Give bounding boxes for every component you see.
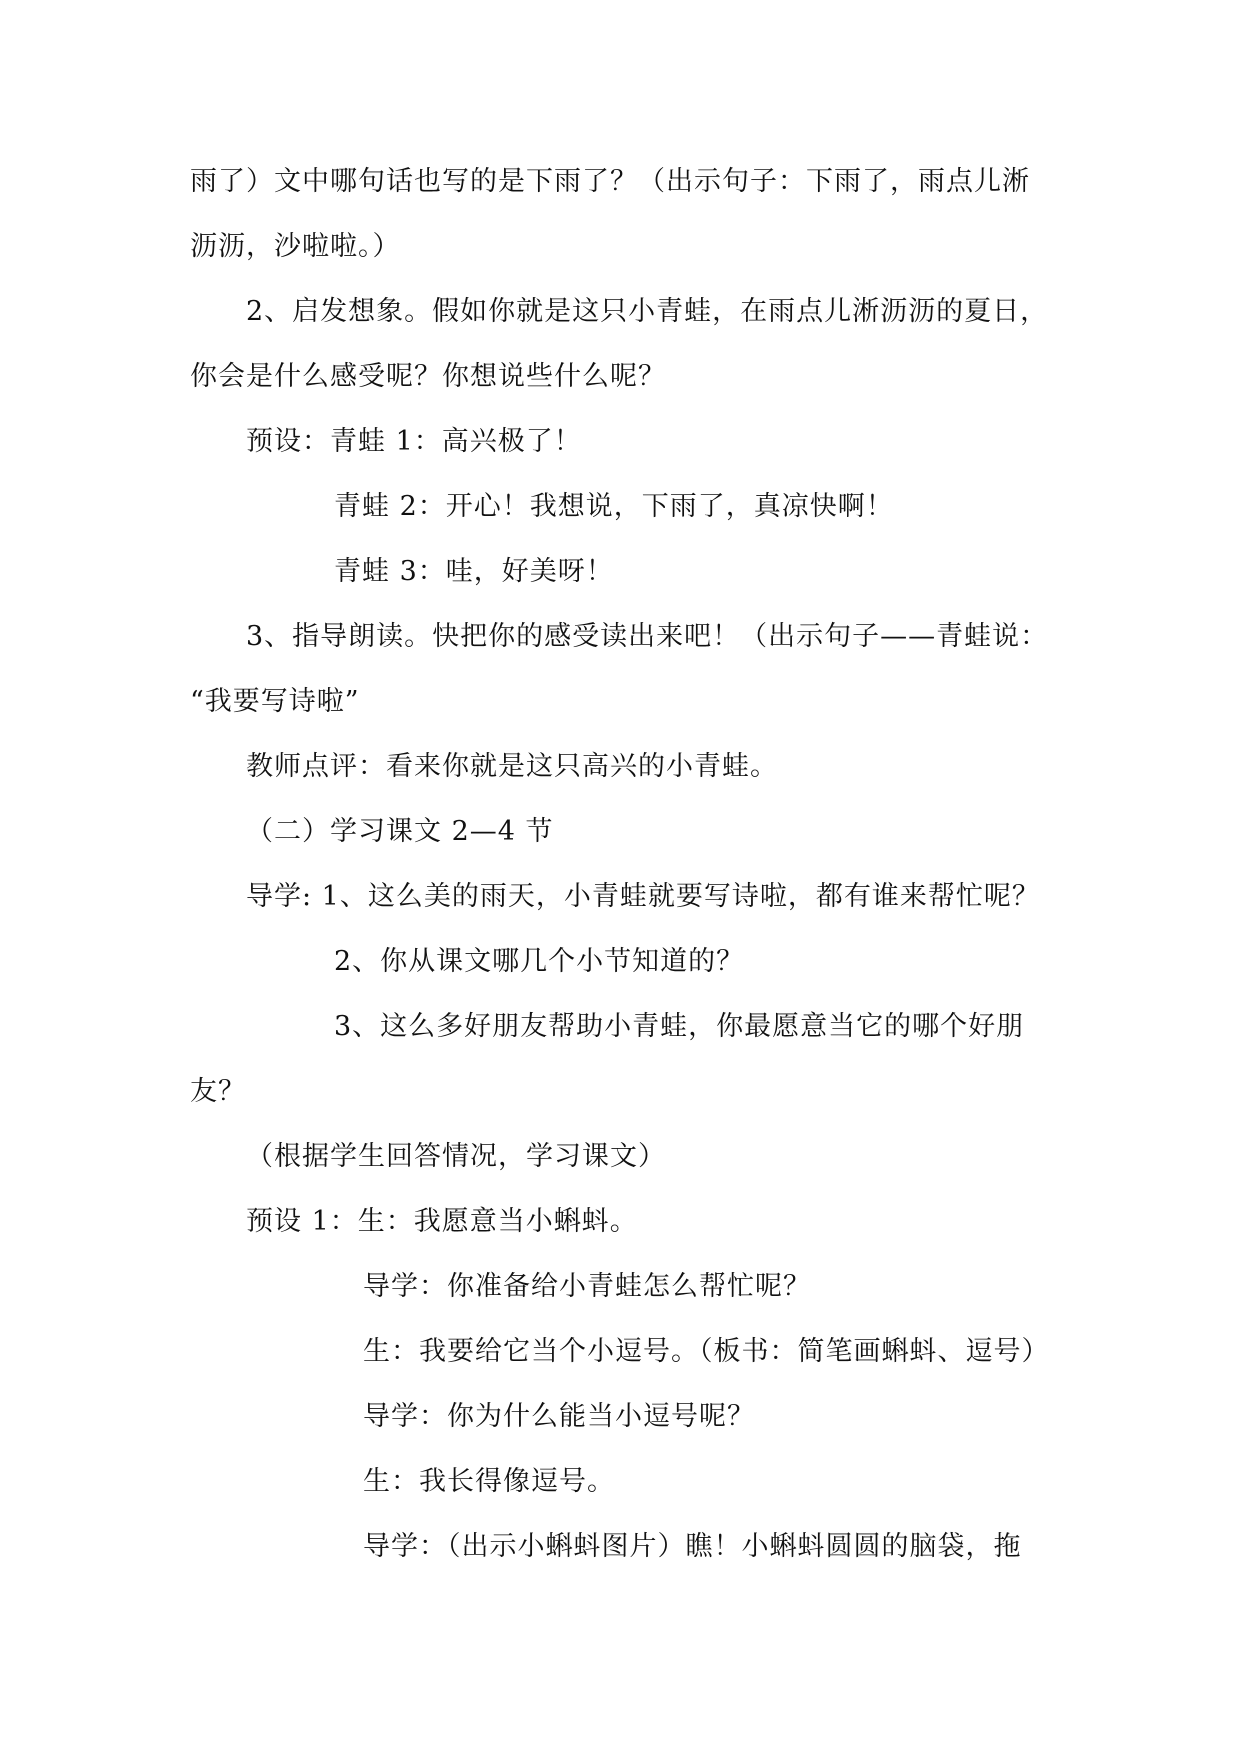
text-line: 生：我要给它当个小逗号。（板书：简笔画蝌蚪、逗号） bbox=[363, 1336, 1050, 1367]
text-line: 青蛙 3：哇，好美呀！ bbox=[334, 556, 614, 587]
text-line: 2、启发想象。假如你就是这只小青蛙，在雨点儿淅沥沥的夏日， bbox=[246, 296, 1049, 327]
text-line: 导学: 1、这么美的雨天，小青蛙就要写诗啦，都有谁来帮忙呢？ bbox=[246, 881, 1040, 912]
text-line: 生：我长得像逗号。 bbox=[363, 1466, 615, 1497]
text-line: 青蛙 2：开心！我想说，下雨了，真凉快啊！ bbox=[334, 491, 894, 522]
text-line: 导学：（出示小蝌蚪图片）瞧！小蝌蚪圆圆的脑袋，拖 bbox=[363, 1531, 1022, 1562]
text-line: 3、这么多好朋友帮助小青蛙，你最愿意当它的哪个好朋 bbox=[334, 1011, 1025, 1042]
text-line: 你会是什么感受呢？你想说些什么呢？ bbox=[190, 361, 666, 392]
section-heading: （二）学习课文 2—4 节 bbox=[246, 816, 554, 847]
text-line: 友？ bbox=[190, 1076, 246, 1107]
text-line: “我要写诗啦” bbox=[190, 686, 360, 717]
text-line: 预设 1：生：我愿意当小蝌蚪。 bbox=[246, 1206, 638, 1237]
text-line: 2、你从课文哪几个小节知道的？ bbox=[334, 946, 745, 977]
text-line: 预设：青蛙 1：高兴极了！ bbox=[246, 426, 582, 457]
text-line: 导学：你为什么能当小逗号呢？ bbox=[363, 1401, 755, 1432]
text-line: 雨了）文中哪句话也写的是下雨了？（出示句子：下雨了，雨点儿淅 bbox=[190, 166, 1030, 197]
text-line: （根据学生回答情况，学习课文） bbox=[246, 1141, 666, 1172]
text-line: 教师点评：看来你就是这只高兴的小青蛙。 bbox=[246, 751, 778, 782]
text-line: 沥沥，沙啦啦。） bbox=[190, 231, 401, 262]
text-line: 导学：你准备给小青蛙怎么帮忙呢？ bbox=[363, 1271, 811, 1302]
text-line: 3、指导朗读。快把你的感受读出来吧！（出示句子——青蛙说： bbox=[246, 621, 1049, 652]
